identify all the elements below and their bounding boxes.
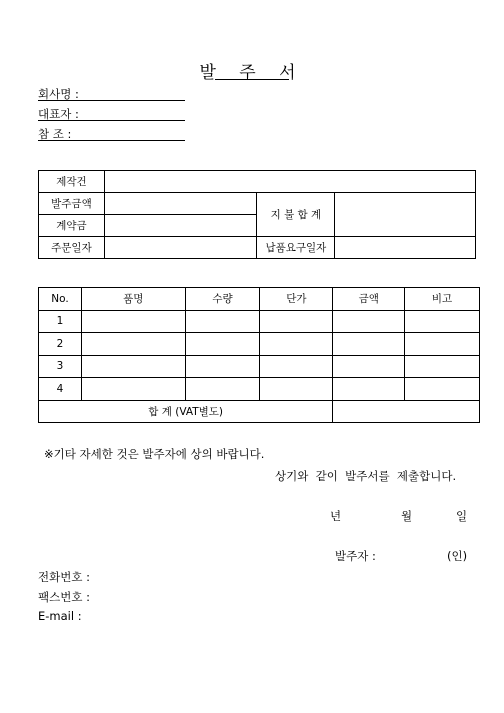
total-label: 합 계 (VAT별도) — [39, 400, 333, 423]
row-number: 2 — [39, 333, 82, 356]
column-header: No. — [39, 288, 82, 311]
project-label: 제작건 — [39, 171, 105, 193]
table-cell[interactable] — [333, 310, 405, 333]
column-header: 금액 — [333, 288, 405, 311]
table-cell[interactable] — [333, 355, 405, 378]
date-month: 월 — [401, 509, 413, 523]
email-label: E-mail : — [38, 609, 82, 623]
table-cell[interactable] — [405, 310, 480, 333]
reference-label: 참 조 : — [38, 127, 72, 141]
column-header: 비고 — [405, 288, 480, 311]
company-name-line — [38, 100, 185, 101]
row-number: 1 — [39, 310, 82, 333]
representative-label: 대표자 : — [38, 107, 79, 121]
table-cell[interactable] — [185, 355, 260, 378]
representative-line — [38, 120, 185, 121]
deposit-value-cell[interactable] — [104, 215, 257, 237]
order-amount-label: 발주금액 — [39, 193, 105, 215]
table-cell[interactable] — [185, 378, 260, 401]
table-row — [39, 333, 480, 356]
total-row — [39, 400, 480, 423]
table-cell[interactable] — [81, 333, 185, 356]
table-cell[interactable] — [81, 355, 185, 378]
date-day: 일 — [456, 509, 468, 523]
seal-mark: (인) — [447, 549, 468, 563]
payment-total-label: 지 불 합 계 — [257, 193, 335, 237]
project-value-cell[interactable] — [104, 171, 475, 193]
order-date-value-cell[interactable] — [104, 237, 257, 259]
row-number: 4 — [39, 378, 82, 401]
title-underline — [215, 79, 289, 80]
column-header: 품명 — [81, 288, 185, 311]
reference-line — [38, 140, 185, 141]
column-header: 수량 — [185, 288, 260, 311]
table-cell[interactable] — [405, 333, 480, 356]
phone-label: 전화번호 : — [38, 570, 90, 584]
table-cell[interactable] — [260, 310, 333, 333]
table-cell[interactable] — [260, 333, 333, 356]
submit-statement: 상기와 같이 발주서를 제출합니다. — [275, 469, 457, 483]
table-cell[interactable] — [333, 333, 405, 356]
table-cell[interactable] — [81, 310, 185, 333]
date-year: 년 — [330, 509, 342, 523]
note-text: ※기타 자세한 것은 발주자에 상의 바랍니다. — [44, 447, 265, 461]
deposit-label: 계약금 — [39, 215, 105, 237]
order-amount-value-cell[interactable] — [104, 193, 257, 215]
table-row — [39, 355, 480, 378]
items-table — [38, 287, 480, 423]
table-cell[interactable] — [81, 378, 185, 401]
table-cell[interactable] — [405, 355, 480, 378]
table-cell[interactable] — [260, 355, 333, 378]
total-value-cell[interactable] — [333, 400, 480, 423]
company-name-label: 회사명 : — [38, 87, 79, 101]
delivery-date-value-cell[interactable] — [335, 237, 476, 259]
document-title: 발 주 서 — [199, 63, 305, 83]
table-row — [39, 378, 480, 401]
orderer-label: 발주자 : — [335, 549, 376, 563]
table-cell[interactable] — [260, 378, 333, 401]
summary-table — [38, 170, 476, 259]
table-cell[interactable] — [185, 333, 260, 356]
payment-total-value-cell[interactable] — [335, 193, 476, 237]
delivery-date-label: 납품요구일자 — [257, 237, 335, 259]
table-cell[interactable] — [185, 310, 260, 333]
table-row — [39, 310, 480, 333]
items-header-row — [39, 288, 480, 311]
table-cell[interactable] — [333, 378, 405, 401]
fax-label: 팩스번호 : — [38, 590, 90, 604]
order-date-label: 주문일자 — [39, 237, 105, 259]
table-cell[interactable] — [405, 378, 480, 401]
column-header: 단가 — [260, 288, 333, 311]
row-number: 3 — [39, 355, 82, 378]
